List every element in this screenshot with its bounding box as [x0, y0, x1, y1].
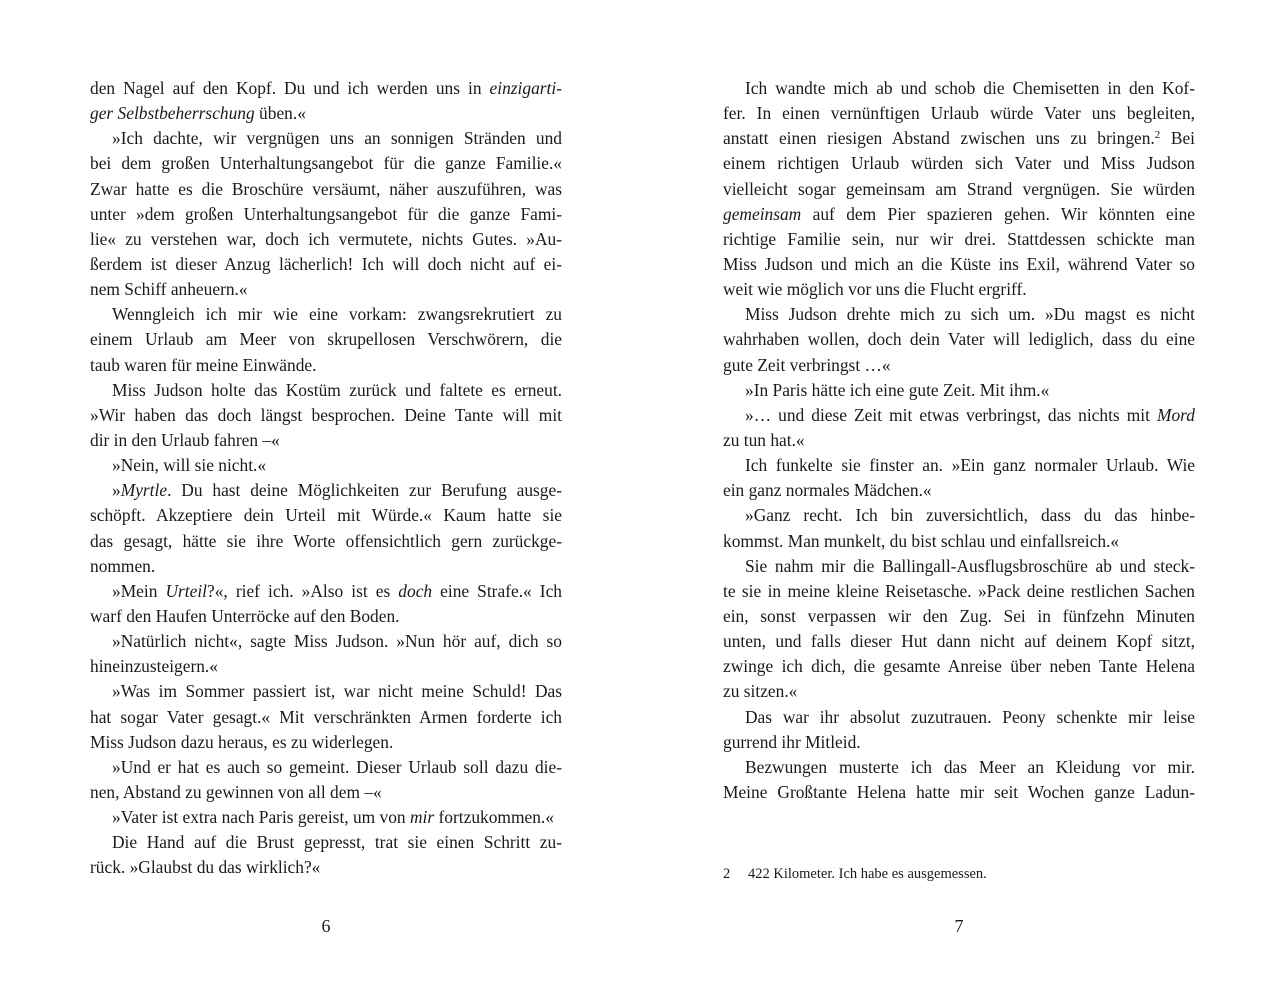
- text-line: einem richtigen Urlaub würden sich Vater und Miss Judson: [723, 153, 1195, 174]
- text-line: anstatt einen riesigen Abstand zwischen uns zu bringen.$^2$ Bei: [723, 128, 1196, 149]
- text-line: hat sogar Vater gesagt.« Mit verschränkten Armen forderte ich: [90, 706, 562, 727]
- text-line: vielleicht sogar gemeinsam am Strand vergnügen. Sie würden: [723, 178, 1195, 199]
- text-line: unten, und falls dieser Hut dann nicht auf deinem Kopf sitzt,: [723, 631, 1195, 652]
- text-line: ein ganz normales Mädchen.«: [723, 480, 932, 501]
- right-page-text: [723, 76, 1195, 805]
- emphasis: ger Selbstbeherrschung: [90, 103, 255, 124]
- text-line: kommst. Man munkelt, du bist schlau und einfallsreich.«: [723, 530, 1120, 551]
- text-line: bei dem großen Unterhaltungsangebot für die ganze Familie.«: [90, 153, 562, 174]
- text-line: gemeinsam auf dem Pier spazieren gehen. Wir könnten eine: [723, 203, 1195, 224]
- text-line: Meine Großtante Helena hatte mir seit Wochen ganze Ladun-: [723, 781, 1195, 802]
- text-line: zu tun hat.«: [723, 429, 805, 450]
- text-line: »Und er hat es auch so gemeint. Dieser Urlaub soll dazu die-: [112, 756, 562, 777]
- text-line: »… und diese Zeit mit etwas verbringst, das nichts mit Mord: [745, 404, 1195, 425]
- text-line: lie« zu verstehen war, doch ich vermutete, nichts Gutes. »Au-: [90, 228, 562, 249]
- text-line: Sie nahm mir die Ballingall-Ausflugsbroschüre ab und steck-: [745, 555, 1195, 576]
- text-line: nommen.: [90, 555, 156, 576]
- text-line: taub waren für meine Einwände.: [90, 354, 317, 375]
- footnote-number: 2: [723, 866, 731, 882]
- text-line: ßerdem ist dieser Anzug lächerlich! Ich will doch nicht auf ei-: [90, 253, 562, 274]
- text-line: das gesagt, hätte sie ihre Worte offensichtlich gern zurückge-: [90, 530, 562, 551]
- text-line: »Myrtle. Du hast deine Möglichkeiten zur Berufung ausge-: [112, 480, 562, 501]
- text-line: Die Hand auf die Brust gepresst, trat sie einen Schritt zu-: [112, 832, 562, 853]
- text-line: Wenngleich ich mir wie eine vorkam: zwangsrekrutiert zu: [112, 304, 562, 325]
- text-line: den Nagel auf den Kopf. Du und ich werden uns in einzigarti-: [90, 78, 562, 98]
- text-line: Ich wandte mich ab und schob die Chemisetten in den Kof-: [745, 78, 1195, 98]
- text-line: »Ich dachte, wir vergnügen uns an sonnigen Stränden und: [112, 128, 562, 149]
- text-line: zwinge ich dich, die gesamte Anreise über neben Tante Helena: [723, 656, 1195, 677]
- text-line: »Wir haben das doch längst besprochen. Deine Tante will mit: [90, 404, 562, 425]
- text-line: »Natürlich nicht«, sagte Miss Judson. »Nun hör auf, dich so: [112, 631, 562, 652]
- text-line: hineinzusteigern.«: [90, 656, 218, 677]
- text-line: »Vater ist extra nach Paris gereist, um von mir fortzukommen.«: [112, 807, 554, 828]
- emphasis: gemeinsam: [723, 203, 802, 224]
- text-line: weit wie möglich vor uns die Flucht ergriff.: [723, 279, 1027, 300]
- text-line: »Nein, will sie nicht.«: [112, 455, 267, 476]
- text-line: ger Selbstbeherrschung üben.«: [90, 103, 306, 124]
- text-line: schöpft. Akzeptiere dein Urteil mit Würde.« Kaum hatte sie: [90, 505, 562, 526]
- emphasis: Mord: [1157, 404, 1195, 425]
- text-line: nen, Abstand zu gewinnen von all dem –«: [90, 781, 382, 802]
- left-page: [90, 0, 562, 1000]
- text-line: te sie in meine kleine Reisetasche. »Pack deine restlichen Sachen: [723, 580, 1195, 601]
- text-line: Miss Judson holte das Kostüm zurück und faltete es erneut.: [112, 379, 562, 400]
- text-line: fer. In einen vernünftigen Urlaub würde Vater uns begleiten,: [723, 103, 1195, 124]
- footnote: [723, 864, 1195, 884]
- text-line: wahrhaben wollen, doch dein Vater will lediglich, dass du eine: [723, 329, 1195, 350]
- text-line: richtige Familie sein, nur wir drei. Stattdessen schickte man: [723, 228, 1195, 249]
- text-line: zu sitzen.«: [723, 681, 798, 702]
- text-line: Miss Judson dazu heraus, es zu widerlegen.: [90, 731, 394, 752]
- text-line: »Was im Sommer passiert ist, war nicht meine Schuld! Das: [112, 681, 562, 702]
- text-line: warf den Haufen Unterröcke auf den Boden.: [90, 605, 400, 626]
- text-line: Bezwungen musterte ich das Meer an Kleidung vor mir.: [745, 756, 1195, 777]
- page-number-left: 6: [321, 916, 331, 936]
- text-line: Miss Judson drehte mich zu sich um. »Du magst es nicht: [745, 304, 1195, 325]
- text-line: unter »dem großen Unterhaltungsangebot für die ganze Fami-: [90, 203, 562, 224]
- emphasis: einzigarti-: [489, 78, 562, 98]
- emphasis: doch: [398, 580, 433, 601]
- emphasis: Myrtle: [120, 480, 168, 501]
- page-number-right: 7: [954, 916, 964, 936]
- text-line: gurrend ihr Mitleid.: [723, 731, 861, 752]
- text-line: »Ganz recht. Ich bin zuversichtlich, dass du das hinbe-: [745, 505, 1195, 526]
- emphasis: Urteil: [165, 580, 208, 601]
- text-line: ein, sonst verpassen wir den Zug. Sei in fünfzehn Minuten: [723, 605, 1195, 626]
- text-line: Ich funkelte sie finster an. »Ein ganz normaler Urlaub. Wie: [745, 455, 1195, 476]
- text-line: rück. »Glaubst du das wirklich?«: [90, 857, 321, 878]
- left-page-text: [90, 76, 562, 881]
- footnote-text: 422 Kilometer. Ich habe es ausgemessen.: [748, 866, 987, 882]
- footnote-reference: 2: [1154, 129, 1161, 142]
- text-line: Zwar hatte es die Broschüre versäumt, näher auszuführen, was: [90, 178, 562, 199]
- text-line: Das war ihr absolut zuzutrauen. Peony schenkte mir leise: [745, 706, 1195, 727]
- text-line: gute Zeit verbringst …«: [723, 354, 891, 375]
- text-line: dir in den Urlaub fahren –«: [90, 429, 280, 450]
- text-line: einem Urlaub am Meer von skrupellosen Verschwörern, die: [90, 329, 562, 350]
- text-line: »Mein Urteil?«, rief ich. »Also ist es doch eine Strafe.« Ich: [112, 580, 563, 601]
- text-line: nem Schiff anheuern.«: [90, 279, 248, 300]
- text-line: »In Paris hätte ich eine gute Zeit. Mit ihm.«: [745, 379, 1050, 400]
- text-line: Miss Judson und mich an die Küste ins Exil, während Vater so: [723, 253, 1195, 274]
- emphasis: mir: [409, 807, 435, 828]
- right-page: [723, 0, 1195, 1000]
